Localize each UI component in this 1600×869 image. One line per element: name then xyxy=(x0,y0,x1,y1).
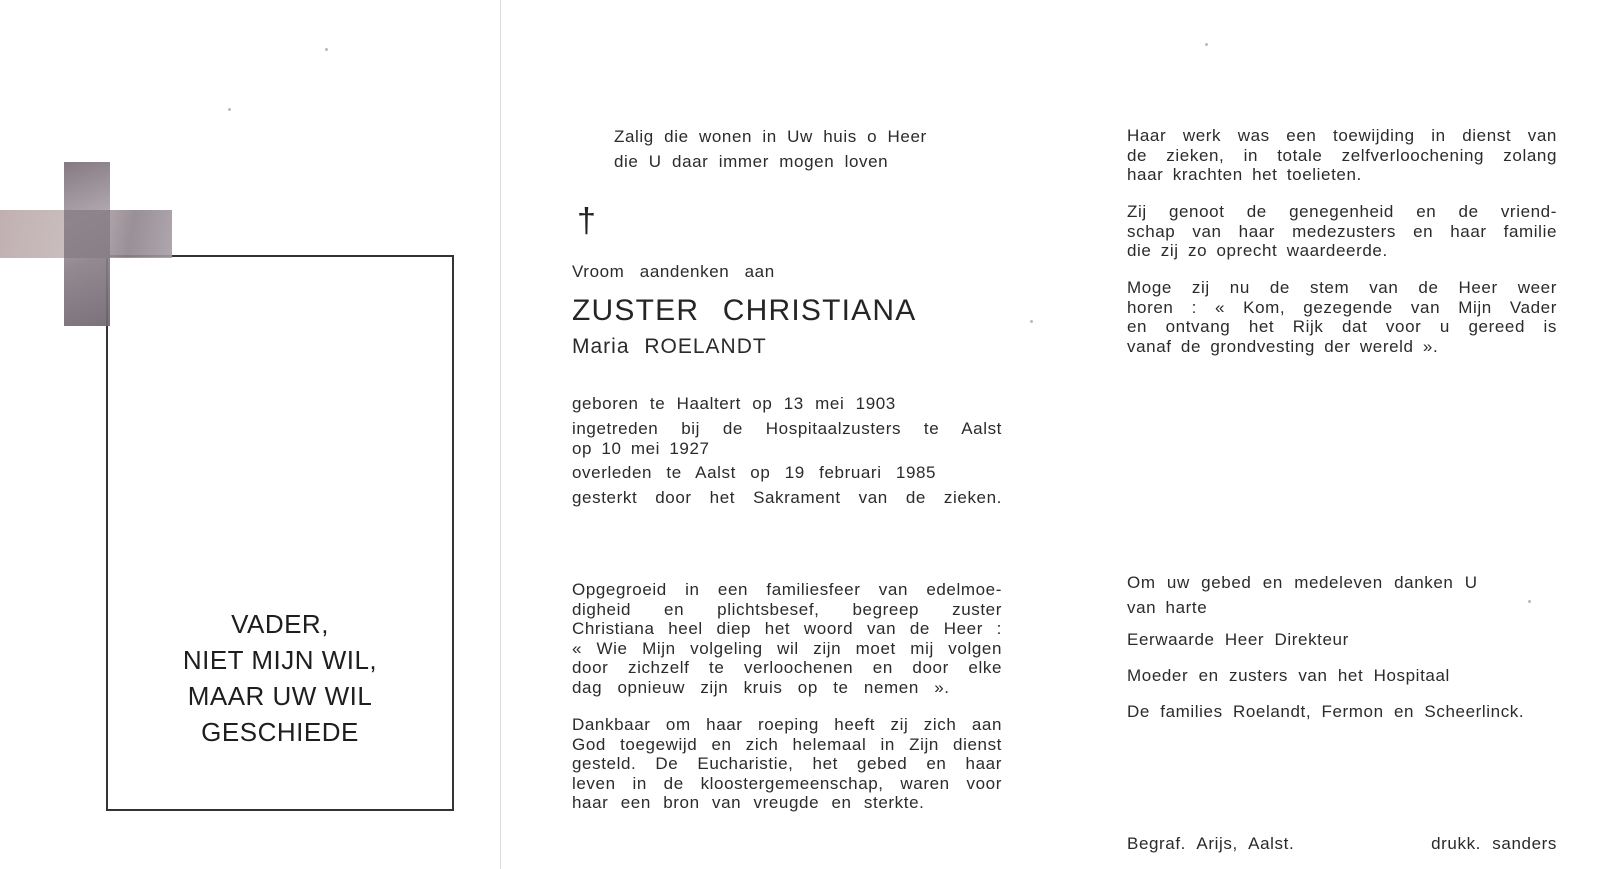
bio-sacrament: gesterkt door het Sakrament van de zieken. xyxy=(572,487,1002,507)
paragraph-line: vanaf de grondvesting der wereld ». xyxy=(1127,336,1439,356)
paragraph-line: « Wie Mijn volgeling wil zijn moet mij volgen xyxy=(572,638,1002,658)
paragraph-work xyxy=(1127,126,1557,185)
printer-credit: drukk. sanders xyxy=(1431,834,1557,853)
front-quote xyxy=(106,606,454,750)
paragraph-vocation xyxy=(572,715,1002,813)
paragraph-line: Zij genoot de genegenheid en de vriend- xyxy=(1127,202,1557,221)
paragraph-line: de zieken, in totale zelfverloochening zolang xyxy=(1127,145,1557,165)
thanks-line: van harte xyxy=(1127,598,1208,617)
scan-speck xyxy=(1205,43,1208,46)
bio-died: overleden te Aalst op 19 februari 1985 xyxy=(572,463,937,482)
paragraph-line: Opgegroeid in een familiesfeer van edelmoe- xyxy=(572,580,1002,599)
paragraph-upbringing xyxy=(572,580,1002,697)
psalm-line: Zalig die wonen in Uw huis o Heer xyxy=(614,127,927,146)
paragraph-line: God toegewijd en zich helemaal in Zijn dienst xyxy=(572,734,1002,754)
paragraph-line: horen : « Kom, gezegende van Mijn Vader xyxy=(1127,297,1557,317)
biography-dates xyxy=(572,394,1002,508)
paragraph-line: die zij zo oprecht waardeerde. xyxy=(1127,241,1388,260)
bio-entered-date: op 10 mei 1927 xyxy=(572,438,710,458)
thanks-sisters: Moeder en zusters van het Hospitaal xyxy=(1127,666,1450,685)
paragraph-line: digheid en plichtsbesef, begreep zuster xyxy=(572,599,1002,619)
scan-speck xyxy=(228,108,231,111)
bio-entered: ingetreden bij de Hospitaalzusters te Aalst xyxy=(572,418,1002,438)
front-quote-line: GESCHIEDE xyxy=(201,717,359,747)
psalm-line: die U daar immer mogen loven xyxy=(614,152,889,171)
front-quote-line: VADER, xyxy=(231,609,329,639)
paragraph-line: haar krachten het toelieten. xyxy=(1127,165,1362,184)
undertaker-credit: Begraf. Arijs, Aalst. xyxy=(1127,834,1295,853)
paragraph-line: schap van haar medezusters en haar familie xyxy=(1127,221,1557,241)
thanks-director: Eerwaarde Heer Direkteur xyxy=(1127,630,1349,649)
thanks-families: De families Roelandt, Fermon en Scheerlinck. xyxy=(1127,702,1525,721)
scan-speck xyxy=(325,48,328,51)
paragraph-line: en ontvang het Rijk dat voor u gereed is xyxy=(1127,317,1557,336)
dagger-icon: † xyxy=(577,202,596,240)
scan-speck xyxy=(1528,600,1531,603)
paragraph-line: Dankbaar om haar roeping heeft zij zich aan xyxy=(572,715,1002,734)
card-fold-line xyxy=(500,0,501,869)
psalm-verse xyxy=(614,124,960,174)
front-panel xyxy=(0,0,500,869)
front-quote-line: MAAR UW WIL xyxy=(187,681,373,711)
deceased-name: ZUSTER CHRISTIANA xyxy=(572,294,917,327)
paragraph-line: haar een bron van vreugde en sterkte. xyxy=(572,793,925,812)
deceased-civil-name: Maria ROELANDT xyxy=(572,335,767,358)
bio-born: geboren te Haaltert op 13 mei 1903 xyxy=(572,394,896,413)
paragraph-prayer xyxy=(1127,278,1557,356)
scan-speck xyxy=(1030,320,1033,323)
paragraph-line: Christiana heel diep het woord van de Heer : xyxy=(572,619,1002,638)
thanks-line: Om uw gebed en medeleven danken U xyxy=(1127,573,1478,592)
paragraph-line: dag opnieuw zijn kruis op te nemen ». xyxy=(572,677,950,697)
paragraph-community xyxy=(1127,202,1557,261)
paragraph-line: gesteld. De Eucharistie, het gebed en haar xyxy=(572,754,1002,773)
paragraph-line: Moge zij nu de stem van de Heer weer xyxy=(1127,278,1557,297)
paragraph-line: Haar werk was een toewijding in dienst van xyxy=(1127,126,1557,145)
front-quote-line: NIET MIJN WIL, xyxy=(182,645,378,675)
memorial-intro: Vroom aandenken aan xyxy=(572,262,775,281)
paragraph-line: leven in de kloostergemeenschap, waren voor xyxy=(572,773,1002,793)
paragraph-line: door zichzelf te verloochenen en door elke xyxy=(572,658,1002,677)
thanks-block xyxy=(1127,570,1557,620)
cross-center xyxy=(64,210,110,258)
